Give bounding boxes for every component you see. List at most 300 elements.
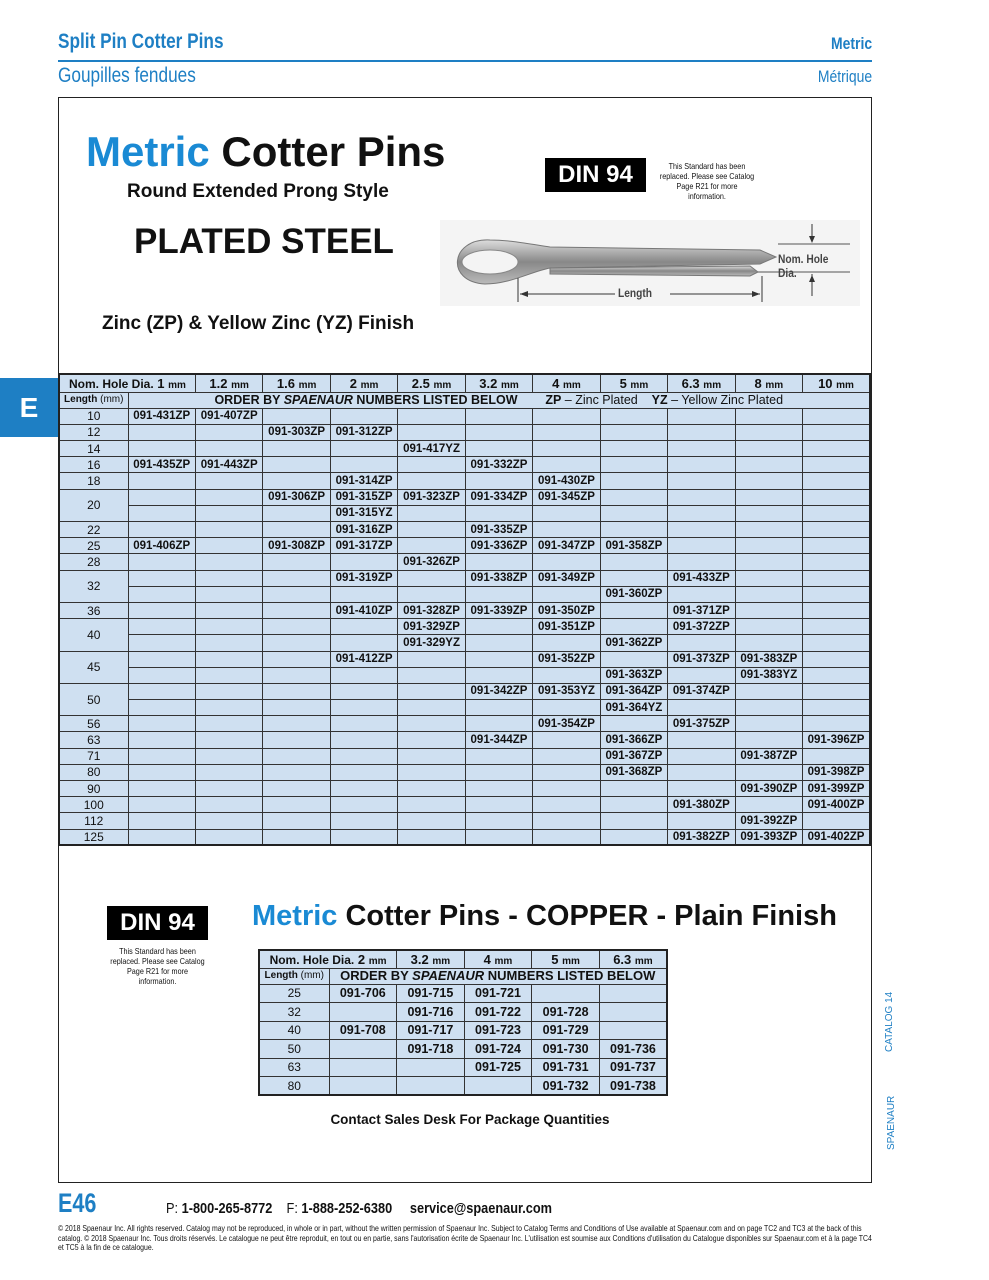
part-number-cell [128,732,195,748]
part-number-cell [533,732,600,748]
table-row [59,651,870,667]
part-number-cell [195,797,262,813]
diameter-value: 1.6 [276,375,295,391]
part-number-cell [803,473,870,489]
part-number-cell [735,424,802,440]
part-number-cell [735,538,802,554]
part-number-cell [533,635,600,651]
copper-table [258,949,668,1096]
part-number-cell [735,683,802,699]
plated-steel-table [58,373,871,846]
part-number-cell [263,651,330,667]
part-number-cell: 091-729 [532,1021,600,1040]
page-number: E46 [58,1188,97,1218]
diameter-unit: mm [168,379,186,391]
legal-text: © 2018 Spaenaur Inc. All rights reserved. Catalog may not be reproduced, in whole or in part, without the written permission of Spaenaur Inc. Subject to Catalog Terms and Conditions of Use available at Spaenaur.com and on page TC2 and TC3 at the back of this catalog. © 2018 Spaenaur Inc. Tous droits réservés. Le catalogue ne peut être reproduit, en tout ou en partie, sans l'autorisation écrite de Spaenaur Inc. L'utilisation est soumise aux Conditions d'utilisation du Catalogue disponibles sur Spaenaur.com et à la page TC4 et TC5 à la fin de ce catalogue. [58,1223,872,1252]
part-number-cell [465,797,532,813]
part-number-cell: 091-326ZP [398,554,465,570]
part-number-cell: 091-412ZP [330,651,397,667]
part-number-cell [128,522,195,538]
finish: Zinc (ZP) & Yellow Zinc (YZ) Finish [102,313,415,334]
part-number-cell: 091-430ZP [533,473,600,489]
part-number-cell: 091-718 [397,1040,465,1059]
contact-line [166,1200,552,1217]
part-number-cell [668,473,735,489]
part-number-cell [330,700,397,716]
part-number-cell [128,424,195,440]
part-number-cell: 091-314ZP [330,473,397,489]
part-number-cell [465,700,532,716]
part-number-cell: 091-383YZ [735,667,802,683]
part-number-cell [398,408,465,424]
table-row [259,1040,667,1059]
diameter-value: 5 [619,375,627,391]
part-number-cell [533,522,600,538]
din-note: This Standard has been replaced. Please see Catalog Page R21 for more information. [659,161,755,201]
part-number-cell [599,1021,667,1040]
part-number-cell [600,781,667,797]
length-cell: 100 [59,797,128,813]
part-number-cell [398,829,465,845]
length-cell: 10 [59,408,128,424]
table-row [59,473,870,489]
part-number-cell [599,984,667,1003]
table-row [59,570,870,586]
part-number-cell [195,619,262,635]
order-prefix: ORDER BY [214,393,281,408]
diameter-value: 10 [818,375,833,391]
diameter-unit: mm [368,955,387,967]
part-number-cell [330,408,397,424]
part-number-cell [735,522,802,538]
part-number-cell [803,489,870,505]
length-cell: 50 [59,683,128,715]
part-number-cell [735,473,802,489]
part-number-cell: 091-410ZP [330,602,397,618]
part-number-cell: 091-728 [532,1003,600,1022]
part-number-cell [330,764,397,780]
length-header [59,392,128,408]
part-number-cell [263,716,330,732]
length-cell: 16 [59,457,128,473]
part-number-cell [195,554,262,570]
part-number-cell: 091-349ZP [533,570,600,586]
part-number-cell [398,764,465,780]
diameter-unit: mm [231,379,249,391]
length-label: Length [264,970,298,982]
part-number-cell [330,635,397,651]
part-number-cell [803,619,870,635]
table-row [59,554,870,570]
part-number-cell: 091-338ZP [465,570,532,586]
table-row [59,489,870,505]
part-number-cell [735,441,802,457]
part-number-cell [668,586,735,602]
length-cell: 45 [59,651,128,683]
part-number-cell [668,732,735,748]
diameter-header [263,374,330,392]
title-rest: Cotter Pins [221,128,446,175]
diameter-header [259,950,397,968]
part-number-cell: 091-303ZP [263,424,330,440]
part-number-cell [398,473,465,489]
diameter-unit: mm [634,955,653,967]
part-number-cell [263,813,330,829]
part-number-cell: 091-443ZP [195,457,262,473]
part-number-cell: 091-328ZP [398,602,465,618]
part-number-cell: 091-717 [397,1021,465,1040]
part-number-cell [263,619,330,635]
part-number-cell [128,554,195,570]
length-label: Length [618,286,652,300]
length-unit: (mm) [300,970,324,982]
table-row [59,538,870,554]
order-suffix: NUMBERS LISTED BELOW [356,393,518,408]
length-cell: 40 [59,619,128,651]
part-number-cell [803,716,870,732]
diameter-value: 6.3 [613,951,632,967]
part-number-cell [533,424,600,440]
part-number-cell: 091-399ZP [803,781,870,797]
part-number-cell: 091-319ZP [330,570,397,586]
part-number-cell: 091-715 [397,984,465,1003]
part-number-cell: 091-390ZP [735,781,802,797]
part-number-cell [465,424,532,440]
part-number-cell [600,716,667,732]
part-number-cell [803,683,870,699]
section-tab-e[interactable]: E [0,378,58,437]
part-number-cell [600,651,667,667]
length-cell: 80 [59,764,128,780]
part-number-cell [263,635,330,651]
part-number-cell: 091-367ZP [600,748,667,764]
length-cell: 112 [59,813,128,829]
corner-label: Nom. Hole Dia. [68,376,154,391]
part-number-cell [668,457,735,473]
part-number-cell: 091-353YZ [533,683,600,699]
part-number-cell [398,716,465,732]
part-number-cell [330,619,397,635]
part-number-cell [128,683,195,699]
diameter-value: 4 [483,951,491,967]
part-number-cell [465,829,532,845]
cotter-pin-diagram [440,220,860,306]
part-number-cell [735,700,802,716]
part-number-cell [330,748,397,764]
part-number-cell [600,554,667,570]
part-number-cell [465,748,532,764]
part-number-cell [263,408,330,424]
length-cell: 22 [59,522,128,538]
table-row [59,781,870,797]
part-number-cell [330,683,397,699]
part-number-cell: 091-344ZP [465,732,532,748]
part-number-cell: 091-387ZP [735,748,802,764]
part-number-cell [195,829,262,845]
diameter-header [464,950,532,968]
page-title-en: Split Pin Cotter Pins [58,30,224,53]
part-number-cell: 091-312ZP [330,424,397,440]
part-number-cell [465,813,532,829]
part-number-cell [330,797,397,813]
diameter-unit: mm [630,379,649,391]
length-cell: 20 [59,489,128,521]
part-number-cell [668,554,735,570]
diameter-value: 3.2 [479,375,498,391]
yz-code: YZ [651,393,668,408]
length-cell: 18 [59,473,128,489]
part-number-cell: 091-315ZP [330,489,397,505]
part-number-cell [398,570,465,586]
part-number-cell [330,457,397,473]
part-number-cell [533,408,600,424]
part-number-cell: 091-708 [329,1021,397,1040]
table-row [59,619,870,635]
diameter-unit: mm [703,379,722,391]
part-number-cell [465,764,532,780]
length-cell: 14 [59,441,128,457]
length-cell: 56 [59,716,128,732]
part-number-cell [329,1003,397,1022]
part-number-cell [398,667,465,683]
part-number-cell: 091-738 [599,1077,667,1096]
email-link[interactable]: service@spaenaur.com [409,1200,553,1217]
diameter-header [599,950,667,968]
part-number-cell [195,683,262,699]
part-number-cell: 091-371ZP [668,602,735,618]
diameter-unit: mm [765,379,784,391]
part-number-cell [465,586,532,602]
part-number-cell [263,667,330,683]
copper-order-instructions [329,968,667,984]
part-number-cell [263,554,330,570]
diameter-value: 6.3 [681,375,700,391]
table-row [59,683,870,699]
part-number-cell [263,829,330,845]
part-number-cell [533,829,600,845]
part-number-cell [465,781,532,797]
part-number-cell [668,813,735,829]
part-number-cell [330,781,397,797]
part-number-cell [803,570,870,586]
diameter-unit: mm [562,379,581,391]
part-number-cell [533,813,600,829]
part-number-cell [128,667,195,683]
part-number-cell [668,522,735,538]
table-row [259,1021,667,1040]
part-number-cell [465,505,532,521]
table-row [59,700,870,716]
length-label: Length [64,394,98,406]
part-number-cell [263,586,330,602]
part-number-cell [195,651,262,667]
table-row [59,764,870,780]
part-number-cell: 091-335ZP [465,522,532,538]
part-number-cell [735,457,802,473]
part-number-cell [329,1040,397,1059]
part-number-cell: 091-362ZP [600,635,667,651]
part-number-cell [735,586,802,602]
part-number-cell [195,764,262,780]
part-number-cell: 091-334ZP [465,489,532,505]
part-number-cell: 091-725 [464,1058,532,1077]
part-number-cell [465,651,532,667]
diameter-unit: mm [298,379,317,391]
part-number-cell: 091-373ZP [668,651,735,667]
section-fr: Métrique [817,67,872,86]
diameter-value: 1 [157,375,165,391]
part-number-cell [128,829,195,845]
part-number-cell [330,829,397,845]
part-number-cell [668,700,735,716]
part-number-cell [803,457,870,473]
part-number-cell [128,764,195,780]
part-number-cell [533,748,600,764]
part-number-cell [668,538,735,554]
part-number-cell [465,408,532,424]
part-number-cell [668,667,735,683]
table-row [259,1003,667,1022]
diameter-header [397,950,465,968]
part-number-cell [398,748,465,764]
part-number-cell [465,635,532,651]
catalog-label: CATALOG 14 [884,991,895,1052]
diameter-value: 4 [552,375,560,391]
part-number-cell [600,522,667,538]
part-number-cell [195,489,262,505]
part-number-cell [195,505,262,521]
part-number-cell [330,732,397,748]
part-number-cell [330,716,397,732]
part-number-cell [128,473,195,489]
part-number-cell: 091-400ZP [803,797,870,813]
diameter-header [330,374,397,392]
copper-title-accent: Metric [252,900,338,932]
diameter-unit: mm [562,955,580,967]
part-number-cell [735,570,802,586]
part-number-cell [533,700,600,716]
part-number-cell: 091-396ZP [803,732,870,748]
part-number-cell [803,554,870,570]
part-number-cell [803,441,870,457]
part-number-cell [263,570,330,586]
table-row [59,602,870,618]
diameter-header-row [59,374,870,392]
part-number-cell [330,813,397,829]
part-number-cell [195,522,262,538]
part-number-cell [398,813,465,829]
part-number-cell: 091-364ZP [600,683,667,699]
part-number-cell: 091-374ZP [668,683,735,699]
part-number-cell [465,441,532,457]
part-number-cell [128,505,195,521]
length-cell: 90 [59,781,128,797]
phone[interactable]: 1-800-265-8772 [181,1200,273,1217]
order-instructions [128,392,870,408]
part-number-cell: 091-358ZP [600,538,667,554]
part-number-cell: 091-360ZP [600,586,667,602]
length-cell: 36 [59,602,128,618]
part-number-cell [263,683,330,699]
part-number-cell: 091-336ZP [465,538,532,554]
part-number-cell [128,700,195,716]
part-number-cell [329,1058,397,1077]
part-number-cell [735,489,802,505]
part-number-cell: 091-315YZ [330,505,397,521]
part-number-cell [600,441,667,457]
part-number-cell: 091-372ZP [668,619,735,635]
part-number-cell [533,441,600,457]
table-row [59,716,870,732]
length-cell: 71 [59,748,128,764]
part-number-cell [195,538,262,554]
part-number-cell [465,619,532,635]
table-row [59,424,870,440]
length-cell: 25 [259,984,329,1003]
section-en: Metric [830,34,872,53]
table-row [59,408,870,424]
table-row [59,829,870,845]
part-number-cell [263,505,330,521]
part-number-cell: 091-723 [464,1021,532,1040]
din-badge: DIN 94 [545,158,646,192]
part-number-cell [128,748,195,764]
part-number-cell [668,781,735,797]
title-accent: Metric [86,128,210,175]
part-number-cell [668,764,735,780]
length-cell: 32 [59,570,128,602]
part-number-cell: 091-731 [532,1058,600,1077]
part-number-cell: 091-407ZP [195,408,262,424]
corner-label: Nom. Hole Dia. [269,952,355,967]
diameter-unit: mm [836,379,854,391]
page-title-fr: Goupilles fendues [58,64,196,87]
diameter-header [803,374,870,392]
part-number-cell [533,554,600,570]
copper-title-rest: Cotter Pins - COPPER - Plain Finish [345,900,837,932]
part-number-cell [668,408,735,424]
length-cell: 63 [259,1058,329,1077]
length-cell: 28 [59,554,128,570]
part-number-cell [128,570,195,586]
part-number-cell [398,424,465,440]
part-number-cell [465,667,532,683]
part-number-cell [330,586,397,602]
length-cell: 50 [259,1040,329,1059]
part-number-cell [803,586,870,602]
part-number-cell [398,522,465,538]
subtitle: Round Extended Prong Style [127,181,389,202]
diameter-value: 2.5 [411,375,430,391]
part-number-cell [195,748,262,764]
diameter-value: 1.2 [209,375,228,391]
part-number-cell: 091-317ZP [330,538,397,554]
part-number-cell [398,586,465,602]
part-number-cell [735,635,802,651]
part-number-cell [128,441,195,457]
part-number-cell [128,602,195,618]
part-number-cell [195,813,262,829]
part-number-cell [532,984,600,1003]
table-row [59,505,870,521]
copper-length-header [259,968,329,984]
part-number-cell [533,457,600,473]
part-number-cell: 091-306ZP [263,489,330,505]
part-number-cell [668,424,735,440]
length-cell: 40 [259,1021,329,1040]
zp-code: ZP [545,393,562,408]
part-number-cell [330,667,397,683]
